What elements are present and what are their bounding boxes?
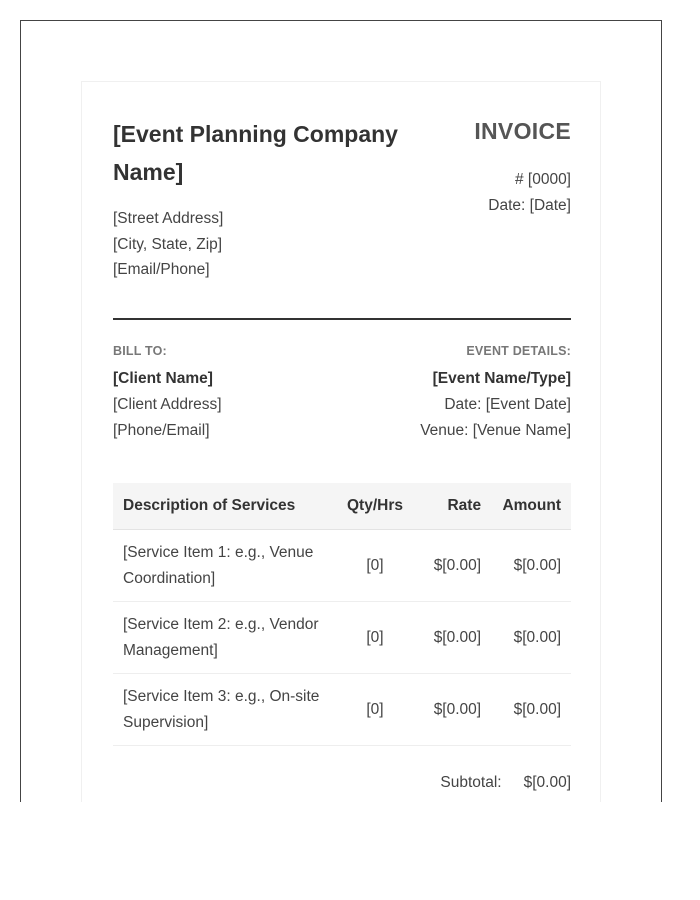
invoice-number: # [0000] (514, 171, 571, 188)
invoice-meta (488, 167, 571, 219)
header-amount: Amount (491, 483, 571, 530)
page-frame (20, 20, 662, 802)
service-amount: $[0.00] (491, 674, 571, 746)
company-contact: [Email/Phone] (113, 261, 210, 278)
event-name: [Event Name/Type] (432, 370, 571, 387)
company-address (113, 206, 223, 283)
service-amount: $[0.00] (491, 602, 571, 674)
service-rate: $[0.00] (414, 674, 491, 746)
bill-to-section (113, 344, 222, 444)
service-amount: $[0.00] (491, 530, 571, 602)
table-header-row (113, 483, 571, 530)
table-row (113, 674, 571, 746)
table-row (113, 530, 571, 602)
invoice-card (81, 81, 601, 802)
service-qty: [0] (336, 602, 414, 674)
subtotal-value: $[0.00] (523, 774, 571, 791)
client-address: [Client Address] (113, 396, 222, 413)
company-city-state-zip: [City, State, Zip] (113, 235, 223, 253)
bill-to-label: BILL TO: (113, 344, 167, 358)
company-name: [Event Planning Company Name] (113, 121, 398, 185)
event-venue: Venue: [Venue Name] (420, 422, 571, 439)
invoice-title: INVOICE (474, 118, 571, 144)
service-qty: [0] (336, 674, 414, 746)
event-details-label: EVENT DETAILS: (466, 344, 571, 358)
header-rate: Rate (414, 483, 491, 530)
service-description: [Service Item 3: e.g., On-site Supervision] (113, 674, 336, 746)
subtotal-label: Subtotal: (440, 774, 502, 791)
header-divider (113, 318, 571, 320)
service-description: [Service Item 1: e.g., Venue Coordination] (113, 530, 336, 602)
invoice-date: Date: [Date] (488, 197, 571, 214)
header-description: Description of Services (113, 483, 336, 530)
service-rate: $[0.00] (414, 602, 491, 674)
header-qty: Qty/Hrs (336, 483, 414, 530)
client-contact: [Phone/Email] (113, 422, 210, 439)
service-qty: [0] (336, 530, 414, 602)
company-street: [Street Address] (113, 210, 224, 227)
service-rate: $[0.00] (414, 530, 491, 602)
table-row (113, 602, 571, 674)
subtotal-row (440, 774, 571, 792)
event-date: Date: [Event Date] (444, 396, 571, 413)
client-name: [Client Name] (113, 370, 213, 387)
service-description: [Service Item 2: e.g., Vendor Management] (113, 602, 336, 674)
event-details-section (420, 344, 571, 444)
services-table (113, 483, 571, 746)
